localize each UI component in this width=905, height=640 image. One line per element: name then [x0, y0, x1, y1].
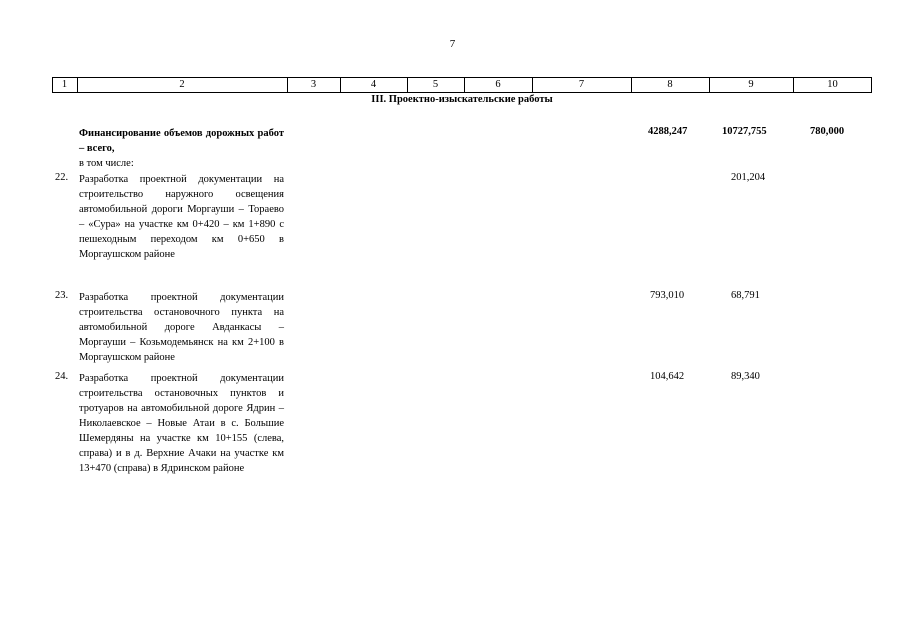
- header-col-7: 7: [578, 79, 585, 90]
- section-title: III. Проектно-изыскательские работы: [371, 94, 553, 105]
- row-23-col8: 793,010: [650, 290, 685, 301]
- header-col-4: 4: [370, 79, 377, 90]
- header-col-3: 3: [310, 79, 317, 90]
- row-24-col8: 104,642: [650, 371, 685, 382]
- header-col-6: 6: [495, 79, 501, 90]
- total-col10-value: 780,000: [810, 126, 845, 137]
- header-col-2: 2: [179, 79, 185, 90]
- row-24-col9: 89,340: [731, 371, 760, 382]
- row-22-number: 22.: [55, 172, 69, 183]
- total-col9-value: 10727,755: [722, 126, 767, 137]
- total-col8-value: 4288,247: [648, 126, 688, 137]
- row-22-text: Разработка проектной документации на строительство наружного освещения автомобильной дороги Моргауши – Тораево – «Сура» на участке км 0+420 – км 1+890 с пешеходным переходом км 0+650 в Моргаушском районе: [79, 174, 284, 260]
- row-23-col9: 68,791: [731, 290, 760, 301]
- header-col-10: 10: [827, 79, 838, 90]
- header-col-5: 5: [432, 79, 439, 90]
- row-23-number: 23.: [55, 290, 69, 301]
- row-23-text: Разработка проектной документации строительства остановочного пункта на автомобильной дороге Авданкасы – Моргауши – Козьмодемьянск на км 2+100 в Моргаушском районе: [79, 292, 284, 363]
- total-sublabel: в том числе:: [79, 158, 134, 169]
- total-label: Финансирование объемов дорожных работ – всего,: [79, 128, 284, 154]
- table-header-row: [52, 77, 872, 93]
- row-24-text: Разработка проектной документации строительства остановочных пунктов и тротуаров на автомобильной дороге Ядрин – Николаевское – Новые Атаи в с. Большие Шемердяны на участке км 10+155 (слева, справа) и в д. Верхние Ачаки на участке км 13+470 (справа) в Ядринском районе: [79, 373, 284, 474]
- header-col-9: 9: [748, 79, 754, 90]
- page-number: 7: [449, 38, 456, 50]
- header-col-1: 1: [61, 79, 68, 90]
- header-col-8: 8: [667, 79, 673, 90]
- total-label-block: [79, 126, 284, 171]
- row-24-number: 24.: [55, 371, 69, 382]
- row-22-col9: 201,204: [731, 172, 766, 183]
